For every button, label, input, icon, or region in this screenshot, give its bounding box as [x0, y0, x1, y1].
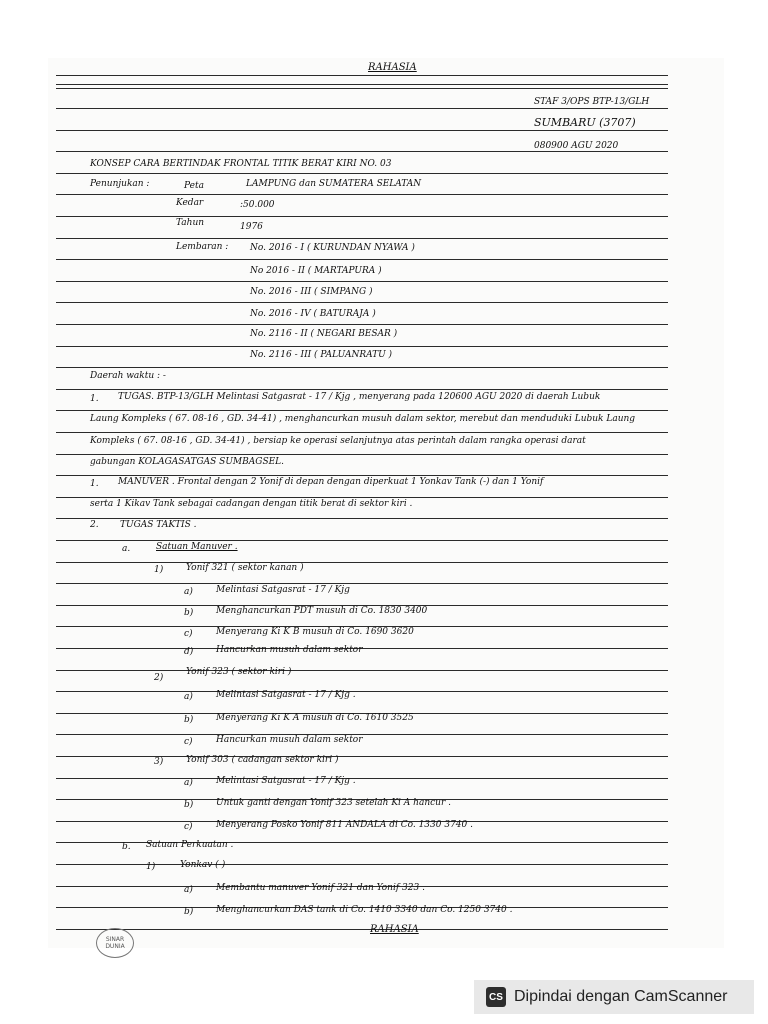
ruled-line — [56, 583, 668, 584]
camscanner-icon: CS — [486, 987, 506, 1007]
scale-label: Kedar — [176, 198, 204, 208]
subtask-key: b) — [184, 608, 194, 618]
unit-name: Yonif 303 ( cadangan sektor kiri ) — [186, 755, 339, 765]
maneuver-line: serta 1 Kikav Tank sebagai cadangan dengan titik berat di sektor kiri . — [90, 499, 413, 509]
paper-brand-stamp — [96, 928, 134, 958]
ruled-line — [56, 562, 668, 563]
section-b-label: b. — [122, 842, 131, 852]
unit-number: 1) — [154, 565, 164, 575]
tactical-label: TUGAS TAKTIS . — [120, 520, 197, 530]
classification-bottom: RAHASIA — [370, 924, 419, 935]
ruled-line — [56, 302, 668, 303]
subtask-key: c) — [184, 629, 193, 639]
references-label: Penunjukan : — [90, 179, 150, 189]
maneuver-line: MANUVER . Frontal dengan 2 Yonif di depan dengan diperkuat 1 Yonkav Tank (-) dan 1 Yonif — [118, 477, 544, 487]
subtask-text: Melintasi Satgasrat - 17 / Kjg . — [216, 776, 356, 786]
section-a-title: Satuan Manuver . — [156, 542, 238, 552]
ruled-line — [56, 259, 668, 260]
tactical-number: 2. — [90, 520, 99, 530]
ruled-line — [56, 756, 668, 757]
ruled-line — [56, 130, 668, 131]
ruled-line — [56, 367, 668, 368]
map-label: Peta — [184, 181, 204, 191]
subtask-text: Menyerang Posko Yonif 811 ANDALA di Co. 1330 3740 . — [216, 820, 473, 830]
task-number: 1. — [90, 394, 99, 404]
subtask-text: Menyerang Ki K B musuh di Co. 1690 3620 — [216, 627, 414, 637]
year-value: 1976 — [240, 222, 263, 232]
ruled-line — [56, 929, 668, 930]
classification-top: RAHASIA — [368, 62, 417, 73]
task-line: Kompleks ( 67. 08-16 , GD. 34-41) , bersiap ke operasi selanjutnya atas perintah dalam rangka operasi darat — [90, 436, 586, 446]
document-title: KONSEP CARA BERTINDAK FRONTAL TITIK BERAT KIRI NO. 03 — [90, 159, 392, 169]
unit-number: 2) — [154, 673, 164, 683]
camscanner-label: Dipindai dengan CamScanner — [514, 988, 728, 1005]
scale-value: :50.000 — [240, 200, 275, 210]
task-line: gabungan KOLAGASATGAS SUMBAGSEL. — [90, 457, 285, 467]
ruled-line — [56, 84, 668, 89]
subtask-key: a) — [184, 885, 193, 895]
subtask-key: c) — [184, 737, 193, 747]
subtask-text: Melintasi Satgasrat - 17 / Kjg . — [216, 690, 356, 700]
unit-number: 3) — [154, 757, 164, 767]
sheet-item: No. 2016 - I ( KURUNDAN NYAWA ) — [250, 243, 415, 253]
subtask-key: a) — [184, 692, 193, 702]
sheets-label: Lembaran : — [176, 242, 229, 252]
subtask-text: Menghancurkan PDT musuh di Co. 1830 3400 — [216, 606, 428, 616]
task-line: TUGAS. BTP-13/GLH Melintasi Satgasrat - 17 / Kjg , menyerang pada 120600 AGU 2020 di daerah Lubuk — [118, 392, 601, 402]
sheet-item: No. 2116 - III ( PALUANRATU ) — [250, 350, 393, 360]
unit-number: 1) — [146, 862, 156, 872]
subtask-text: Untuk ganti dengan Yonif 323 setelah Ki A hancur . — [216, 798, 451, 808]
subtask-key: b) — [184, 800, 194, 810]
subtask-key: d) — [184, 647, 194, 657]
subtask-key: a) — [184, 587, 193, 597]
subtask-key: b) — [184, 907, 194, 917]
sheet-item: No. 2016 - III ( SIMPANG ) — [250, 287, 373, 297]
year-label: Tahun — [176, 218, 205, 228]
unit-name: Yonif 323 ( sektor kiri ) — [186, 667, 292, 677]
maneuver-number: 1. — [90, 479, 99, 489]
ruled-line — [56, 281, 668, 282]
unit-name: Yonkav (-) — [180, 860, 226, 870]
ruled-line — [56, 75, 668, 76]
ruled-line — [56, 410, 668, 411]
date-time-group: 080900 AGU 2020 — [534, 141, 619, 151]
subtask-key: c) — [184, 822, 193, 832]
sheet-item: No. 2116 - II ( NEGARI BESAR ) — [250, 329, 398, 339]
section-a-label: a. — [122, 544, 131, 554]
camscanner-watermark — [474, 980, 754, 1014]
area-label: Daerah waktu : - — [90, 371, 166, 381]
ruled-line — [56, 540, 668, 541]
task-line: Laung Kompleks ( 67. 08-16 , GD. 34-41) , menghancurkan musuh dalam sektor, merebut dan menduduki Lubuk Laung — [90, 414, 636, 424]
sheet-item: No. 2016 - IV ( BATURAJA ) — [250, 309, 376, 319]
subtask-key: b) — [184, 715, 194, 725]
subtask-text: Menyerang Ki K A musuh di Co. 1610 3525 — [216, 713, 414, 723]
ruled-line — [56, 324, 668, 325]
ruled-line — [56, 216, 668, 217]
staff-reference: STAF 3/OPS BTP-13/GLH — [534, 97, 650, 107]
subtask-text: Menghancurkan DAS tank di Co. 1410 3340 dan Co. 1250 3740 . — [216, 905, 513, 915]
subtask-text: Membantu manuver Yonif 321 dan Yonif 323 . — [216, 883, 425, 893]
ruled-line — [56, 778, 668, 779]
subtask-text: Melintasi Satgasrat - 17 / Kjg — [216, 585, 350, 595]
ruled-line — [56, 670, 668, 671]
subtask-text: Hancurkan musuh dalam sektor — [216, 735, 363, 745]
sheet-item: No 2016 - II ( MARTAPURA ) — [250, 266, 382, 276]
unit-name: Yonif 321 ( sektor kanan ) — [186, 563, 304, 573]
stamp-text: SINAR DUNIA — [105, 936, 125, 950]
subtask-key: a) — [184, 778, 193, 788]
ruled-line — [56, 346, 668, 347]
ruled-line — [56, 238, 668, 239]
ruled-line — [56, 194, 668, 195]
ruled-line — [56, 691, 668, 692]
map-value: LAMPUNG dan SUMATERA SELATAN — [246, 179, 422, 189]
section-b-title: Satuan Perkuatan . — [146, 840, 234, 850]
subtask-text: Hancurkan musuh dalam sektor — [216, 645, 363, 655]
place-reference: SUMBARU (3707) — [534, 116, 636, 129]
ruled-line — [56, 173, 668, 174]
ruled-line — [56, 432, 668, 433]
